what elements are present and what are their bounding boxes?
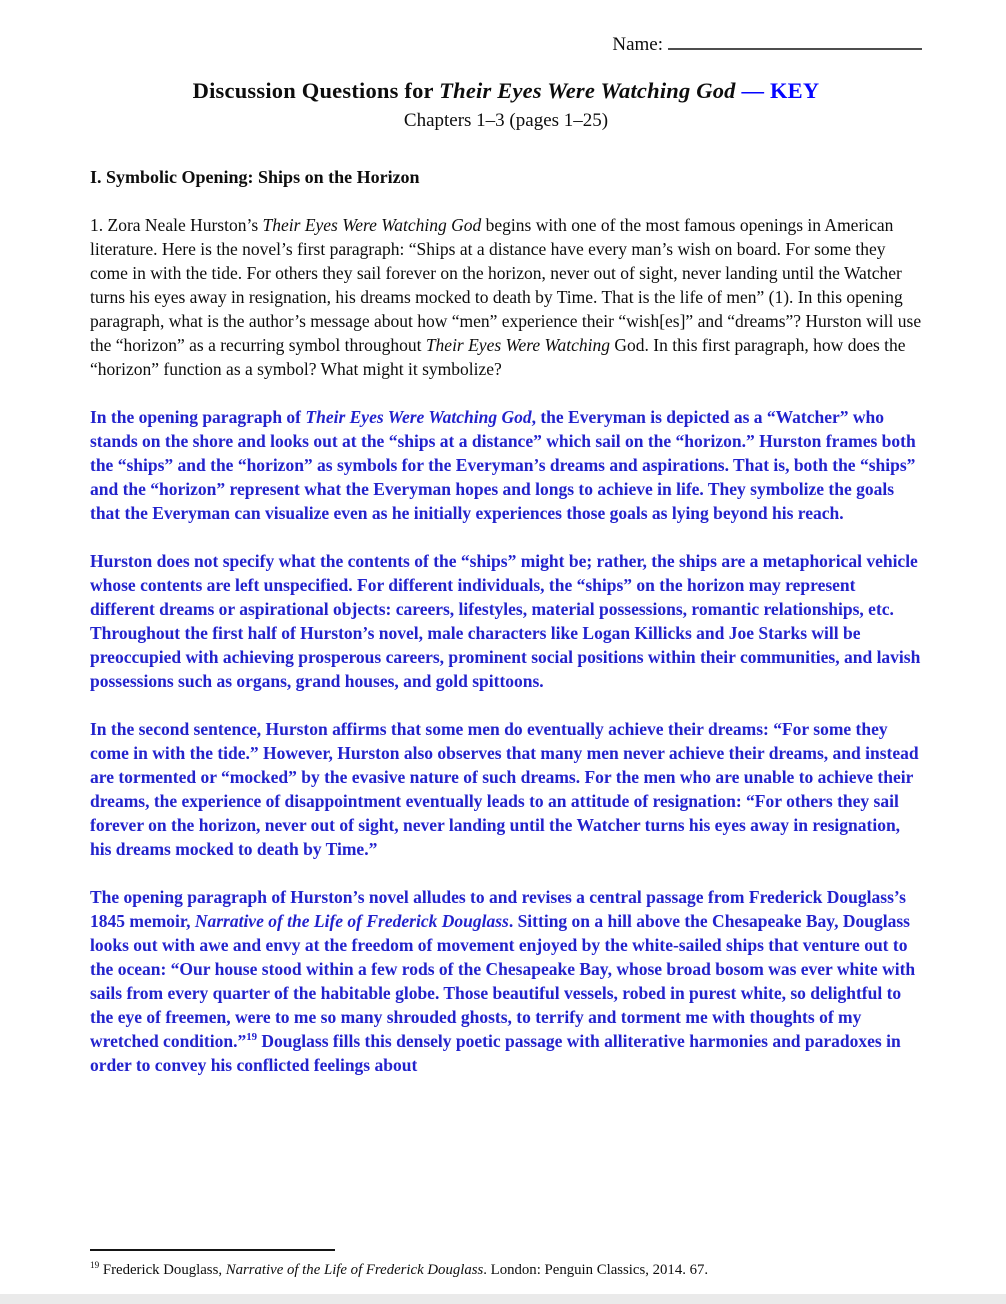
name-blank-line — [668, 30, 922, 50]
text-segment: 1. Zora Neale Hurston’s — [90, 214, 263, 235]
text-segment: begins with one of the most famous openings in American literature. Here is the novel’s first paragraph: “Ships at a distance have every man’s wish on board. For some they come in with the tide. For others they sail forever on the horizon, never out of sight, never landing until the Watcher turns his eyes away in resignation, his dreams mocked to death by Time. That is the life of men” (1). In this opening paragraph, what is the author’s message about how “men” experience their “wish[es]” and “dreams”? Hurston will use the “horizon” as a recurring symbol throughout — [90, 214, 922, 355]
text-segment: Their Eyes Were Watching — [425, 334, 611, 355]
text-segment: The opening paragraph of Hurston’s novel alludes to and revises a central passage from Frederick Douglass’s 1845 memoir, — [90, 886, 906, 931]
text-segment: 19 — [90, 1260, 100, 1271]
answer-paragraph-2 — [90, 549, 922, 693]
text-segment: Their Eyes Were Watching God — [262, 214, 482, 235]
footnote-area — [90, 1249, 922, 1280]
text-segment: . Sitting on a hill above the Chesapeake Bay, Douglass looks out with awe and envy at the freedom of movement enjoyed by the white-sailed ships that venture out to the ocean: “Our house stood within a few rods of the Chesapeake Bay, whose broad bosom was ever white with sails from every quarter of the habitable globe. Those beautiful vessels, robed in purest white, so delightful to the eye of freemen, were to me so many shrouded ghosts, to terrify and torment me with thoughts of my wretched condition.” — [90, 910, 916, 1051]
text-segment: 19 — [246, 1031, 258, 1044]
document-subtitle: Chapters 1–3 (pages 1–25) — [403, 109, 609, 131]
footnote — [90, 1260, 922, 1280]
answer-paragraph-3 — [90, 717, 922, 861]
name-label: Name: — [612, 33, 663, 55]
text-segment: Frederick Douglass, — [99, 1262, 226, 1278]
text-segment: God. In this first paragraph, how does the “horizon” function as a symbol? What might it symbolize? — [90, 334, 906, 379]
text-segment: , the Everyman is depicted as a “Watcher” who stands on the shore and looks out at the “ships at a distance” which sail on the “horizon.” Hurston frames both the “ships” and the “horizon” as symbols for the Everyman’s dreams and aspirations. That is, both the “ships” and the “horizon” represent what the Everyman hopes and longs to achieve in life. They symbolize the goals that the Everyman can visualize even as he initially experiences those goals as lying beyond his reach. — [90, 406, 916, 523]
text-segment: Narrative of the Life of Frederick Douglass — [194, 910, 509, 931]
text-segment: Their Eyes Were Watching God — [305, 406, 532, 427]
answer-paragraph-4 — [90, 885, 922, 1077]
question-paragraph — [90, 213, 922, 381]
answer-paragraph-1 — [90, 405, 922, 525]
document-title — [90, 78, 922, 104]
text-segment: Discussion Questions for — [192, 77, 440, 103]
text-segment: Narrative of the Life of Frederick Douglass — [225, 1262, 484, 1278]
text-segment: Hurston does not specify what the contents of the “ships” might be; rather, the ships are a metaphorical vehicle whose contents are left unspecified. For different individuals, the “ships” on the horizon may represent different dreams or aspirational objects: careers, lifestyles, material possessions, romantic relationships, etc. Throughout the first half of Hurston’s novel, male characters like Logan Killicks and Joe Starks will be preoccupied with achieving prosperous careers, prominent social positions within their communities, and lavish possessions such as organs, grand houses, and gold spittoons. — [90, 550, 921, 691]
name-field-row — [90, 30, 922, 56]
text-segment: In the second sentence, Hurston affirms that some men do eventually achieve their dreams: “For some they come in with the tide.” However, Hurston also observes that many men never achieve their dreams, and instead are tormented or “mocked” by the evasive nature of such dreams. For the men who are unable to achieve their dreams, the experience of disappointment eventually leads to an attitude of resignation: “For others they sail forever on the horizon, never out of sight, never landing until the Watcher turns his eyes away in resignation, his dreams mocked to death by Time.” — [90, 718, 919, 859]
page-bottom-edge — [0, 1294, 1006, 1304]
section-heading: I. Symbolic Opening: Ships on the Horizon — [90, 166, 420, 187]
text-segment: . London: Penguin Classics, 2014. 67. — [483, 1262, 709, 1278]
text-segment: — KEY — [735, 77, 820, 103]
text-segment: In the opening paragraph of — [90, 406, 306, 427]
text-segment: Their Eyes Were Watching God — [439, 77, 736, 103]
footnote-divider — [90, 1249, 335, 1251]
text-segment: Douglass fills this densely poetic passage with alliterative harmonies and paradoxes in order to convey his conflicted feelings about — [90, 1030, 901, 1075]
